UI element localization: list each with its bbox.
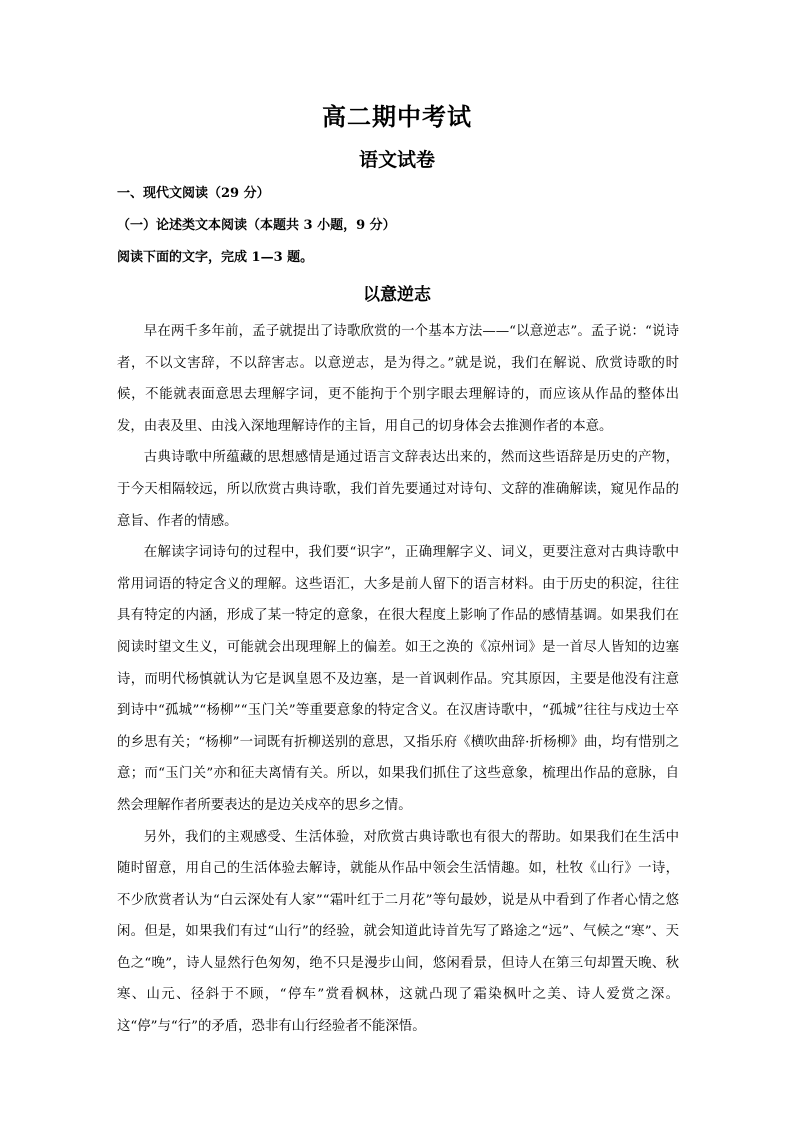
article-paragraph: 古典诗歌中所蕴藏的思想感情是通过语言文辞表达出来的，然而这些语辞是历史的产物，于今天相隔较远，所以欣赏古典诗歌，我们首先要通过对诗句、文辞的准确解读，窥见作品的意旨、作者的情感。 bbox=[117, 450, 679, 529]
reading-instruction: 阅读下面的文字，完成 1—3 题。 bbox=[117, 250, 314, 265]
article-body bbox=[117, 316, 679, 1043]
article-title: 以意逆志 bbox=[363, 285, 431, 305]
article-paragraph: 早在两千多年前，孟子就提出了诗歌欣赏的一个基本方法——“以意逆志”。孟子说：“说诗者，不以文害辞，不以辞害志。以意逆志，是为得之。”就是说，我们在解说、欣赏诗歌的时候，不能就表面意思去理解字词，更不能拘于个别字眼去理解诗的，而应该从作品的整体出发，由表及里、由浅入深地理解诗作的主旨，用自己的切身体会去推测作者的本意。 bbox=[117, 324, 679, 434]
article-paragraph: 另外，我们的主观感受、生活体验，对欣赏古典诗歌也有很大的帮助。如果我们在生活中随时留意，用自己的生活体验去解诗，就能从作品中领会生活情趣。如，杜牧《山行》一诗，不少欣赏者认为“白云深处有人家”“霜叶红于二月花”等句最妙，说是从中看到了作者心情之悠闲。但是，如果我们有过“山行”的经验，就会知道此诗首先写了路途之“远”、气候之“寒”、天色之“晚”，诗人显然行色匆匆，绝不只是漫步山间，悠闲看景，但诗人在第三句却置天晚、秋寒、山元、径斜于不顾，“停车”赏看枫林，这就凸现了霜染枫叶之美、诗人爱赏之深。这“停”与“行”的矛盾，恐非有山行经验者不能深悟。 bbox=[117, 829, 679, 1035]
subsection-heading: （一）论述类文本阅读（本题共 3 小题，9 分） bbox=[117, 218, 396, 233]
exam-subtitle: 语文试卷 bbox=[358, 149, 435, 171]
section-heading: 一、现代文阅读（29 分） bbox=[117, 186, 270, 201]
article-paragraph: 在解读字词诗句的过程中，我们要“识字”，正确理解字义、词义，更要注意对古典诗歌中常用词语的特定含义的理解。这些语汇，大多是前人留下的语言材料。由于历史的积淀，往往具有特定的内涵，形成了某一特定的意象，在很大程度上影响了作品的感情基调。如果我们在阅读时望文生义，可能就会出现理解上的偏差。如王之涣的《凉州词》是一首尽人皆知的边塞诗，而明代杨慎就认为它是讽皇恩不及边塞，是一首讽刺作品。究其原因，主要是他没有注意到诗中“孤城”“杨柳”“玉门关”等重要意象的特定含义。在汉唐诗歌中，“孤城”往往与戍边士卒的乡思有关；“杨柳”一词既有折柳送别的意思，又指乐府《横吹曲辞·折杨柳》曲，均有惜别之意；而“玉门关”亦和征夫离情有关。所以，如果我们抓住了这些意象，梳理出作品的意脉，自然会理解作者所要表达的是边关戍卒的思乡之情。 bbox=[117, 545, 679, 813]
exam-title: 高二期中考试 bbox=[322, 102, 472, 131]
